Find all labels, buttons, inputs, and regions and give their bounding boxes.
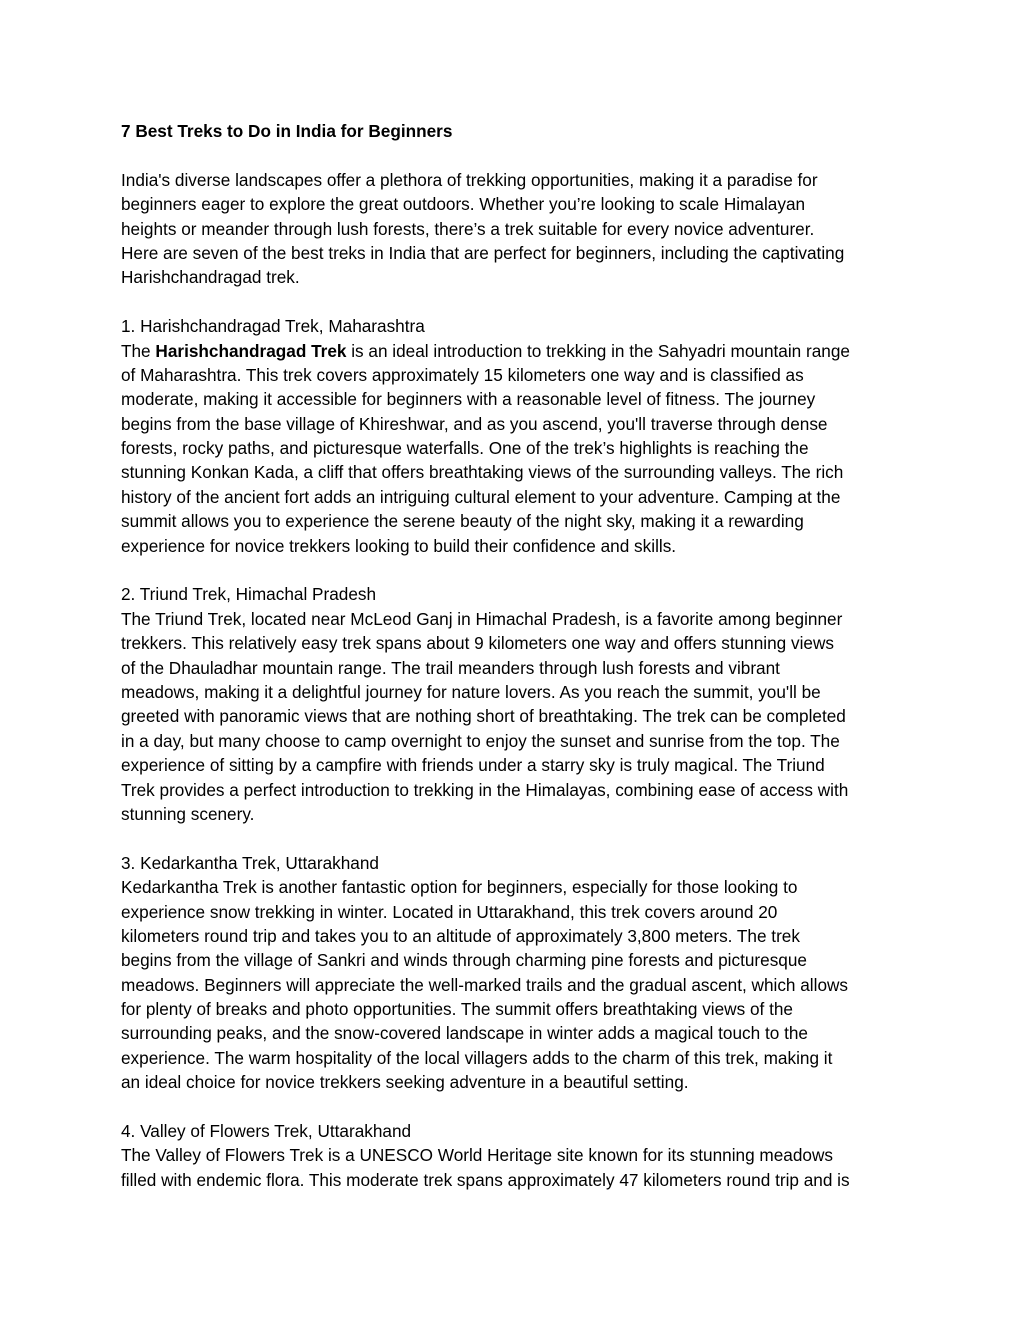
section-body-line: for plenty of breaks and photo opportunities. The summit offers breathtaking views of the (121, 999, 793, 1020)
intro-line: beginners eager to explore the great outdoors. Whether you’re looking to scale Himalayan (121, 194, 806, 215)
section-body-line: stunning Konkan Kada, a cliff that offers breathtaking views of the surrounding valleys. The rich (121, 462, 844, 483)
document-page (121, 119, 906, 1217)
section-body-line: history of the ancient fort adds an intriguing cultural element to your adventure. Camping at the (121, 486, 841, 507)
intro-line: heights or meander through lush forests, there’s a trek suitable for every novice adventurer. (121, 218, 815, 239)
section-harishchandragad (121, 314, 906, 558)
section-body-line: meadows. Beginners will appreciate the well-marked trails and the gradual ascent, which allows (121, 974, 849, 995)
section-body-line: of the Dhauladhar mountain range. The trail meanders through lush forests and vibrant (121, 657, 780, 678)
section-body-line: filled with endemic flora. This moderate trek spans approximately 47 kilometers round trip and is (121, 1169, 850, 1190)
section-body-line: experience snow trekking in winter. Located in Uttarakhand, this trek covers around 20 (121, 901, 778, 922)
section-body-line: experience for novice trekkers looking to build their confidence and skills. (121, 535, 677, 556)
section-body-line: surrounding peaks, and the snow-covered landscape in winter adds a magical touch to the (121, 1023, 808, 1044)
section-body-line: Trek provides a perfect introduction to trekking in the Himalayas, combining ease of access with (121, 779, 849, 800)
section-body-line: summit allows you to experience the serene beauty of the night sky, making it a rewarding (121, 511, 804, 532)
intro-paragraph (121, 168, 906, 290)
intro-line: Harishchandragad trek. (121, 267, 300, 288)
section-valley-of-flowers (121, 1119, 906, 1192)
intro-line: Here are seven of the best treks in India that are perfect for beginners, including the captivating (121, 242, 845, 263)
section-body-line: The Triund Trek, located near McLeod Ganj in Himachal Pradesh, is a favorite among beginner (121, 608, 843, 629)
document-title: 7 Best Treks to Do in India for Beginners (121, 121, 453, 141)
section-body-text: is an ideal introduction to trekking in the Sahyadri mountain range (346, 340, 850, 361)
section-body-line: meadows, making it a delightful journey for nature lovers. As you reach the summit, you'll be (121, 681, 821, 702)
section-body-line: The Valley of Flowers Trek is a UNESCO World Heritage site known for its stunning meadows (121, 1145, 833, 1166)
section-body-line: forests, rocky paths, and picturesque waterfalls. One of the trek’s highlights is reaching the (121, 438, 809, 459)
section-heading: 3. Kedarkantha Trek, Uttarakhand (121, 852, 379, 873)
section-body-line: begins from the base village of Khireshwar, and as you ascend, you'll traverse through dense (121, 413, 828, 434)
section-body-line: Kedarkantha Trek is another fantastic option for beginners, especially for those looking to (121, 877, 798, 898)
section-body-line: an ideal choice for novice trekkers seeking adventure in a beautiful setting. (121, 1072, 689, 1093)
section-body-line: trekkers. This relatively easy trek spans about 9 kilometers one way and offers stunning views (121, 633, 834, 654)
section-body-line: experience of sitting by a campfire with friends under a starry sky is truly magical. The Triund (121, 755, 825, 776)
section-body-line (121, 339, 906, 363)
section-triund (121, 582, 906, 826)
section-body-line: in a day, but many choose to camp overnight to enjoy the sunset and sunrise from the top. The (121, 730, 840, 751)
section-heading: 4. Valley of Flowers Trek, Uttarakhand (121, 1121, 412, 1142)
section-body-line: kilometers round trip and takes you to an altitude of approximately 3,800 meters. The trek (121, 925, 800, 946)
section-body-line: stunning scenery. (121, 803, 255, 824)
section-body-line: moderate, making it accessible for beginners with a reasonable level of fitness. The journey (121, 389, 816, 410)
section-kedarkantha (121, 851, 906, 1095)
section-body-line: of Maharashtra. This trek covers approximately 15 kilometers one way and is classified as (121, 364, 804, 385)
intro-line: India's diverse landscapes offer a plethora of trekking opportunities, making it a paradise for (121, 169, 818, 190)
bold-trek-name: Harishchandragad Trek (155, 340, 347, 361)
section-body-line: begins from the village of Sankri and winds through charming pine forests and picturesque (121, 950, 807, 971)
section-heading: 1. Harishchandragad Trek, Maharashtra (121, 316, 425, 337)
section-heading: 2. Triund Trek, Himachal Pradesh (121, 584, 377, 605)
section-body-line: greeted with panoramic views that are nothing short of breathtaking. The trek can be completed (121, 706, 846, 727)
section-body-text: The (121, 340, 156, 361)
section-body-line: experience. The warm hospitality of the local villagers adds to the charm of this trek, making it (121, 1047, 833, 1068)
